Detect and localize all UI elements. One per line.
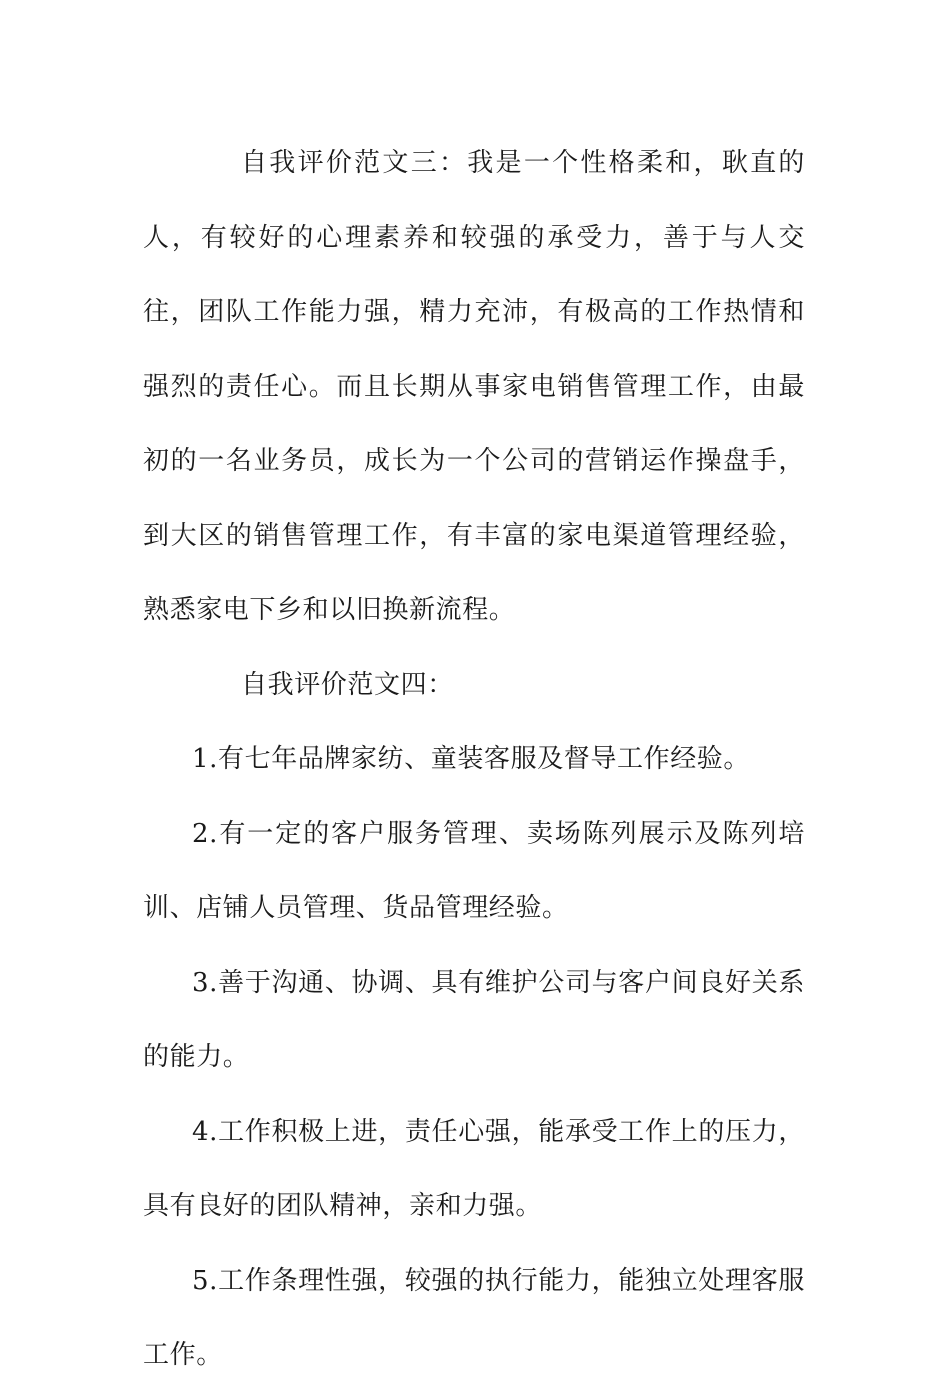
list-item-3: 3.善于沟通、协调、具有维护公司与客户间良好关系的能力。 [143,967,805,1072]
list-item-1: 1.有七年品牌家纺、童装客服及督导工作经验。 [192,744,751,774]
paragraph-sample-three: 自我评价范文三：我是一个性格柔和，耿直的人，有较好的心理素养和较强的承受力，善于与人交往，团队工作能力强，精力充沛，有极高的工作热情和强烈的责任心。而且长期从事家电销售管理工作，由最初的一名业务员，成长为一个公司的营销运作操盘手，到大区的销售管理工作，有丰富的家电渠道管理经验，熟悉家电下乡和以旧换新流程。 [143,148,805,625]
list-item-4: 4.工作积极上进，责任心强，能承受工作上的压力，具有良好的团队精神，亲和力强。 [143,1116,805,1221]
paragraph-sample-four-heading: 自我评价范文四： [241,669,454,700]
list-item-2: 2.有一定的客户服务管理、卖场陈列展示及陈列培训、店铺人员管理、货品管理经验。 [143,818,805,923]
list-item-5: 5.工作条理性强，较强的执行能力，能独立处理客服工作。 [143,1265,805,1370]
document-body [143,126,805,1393]
